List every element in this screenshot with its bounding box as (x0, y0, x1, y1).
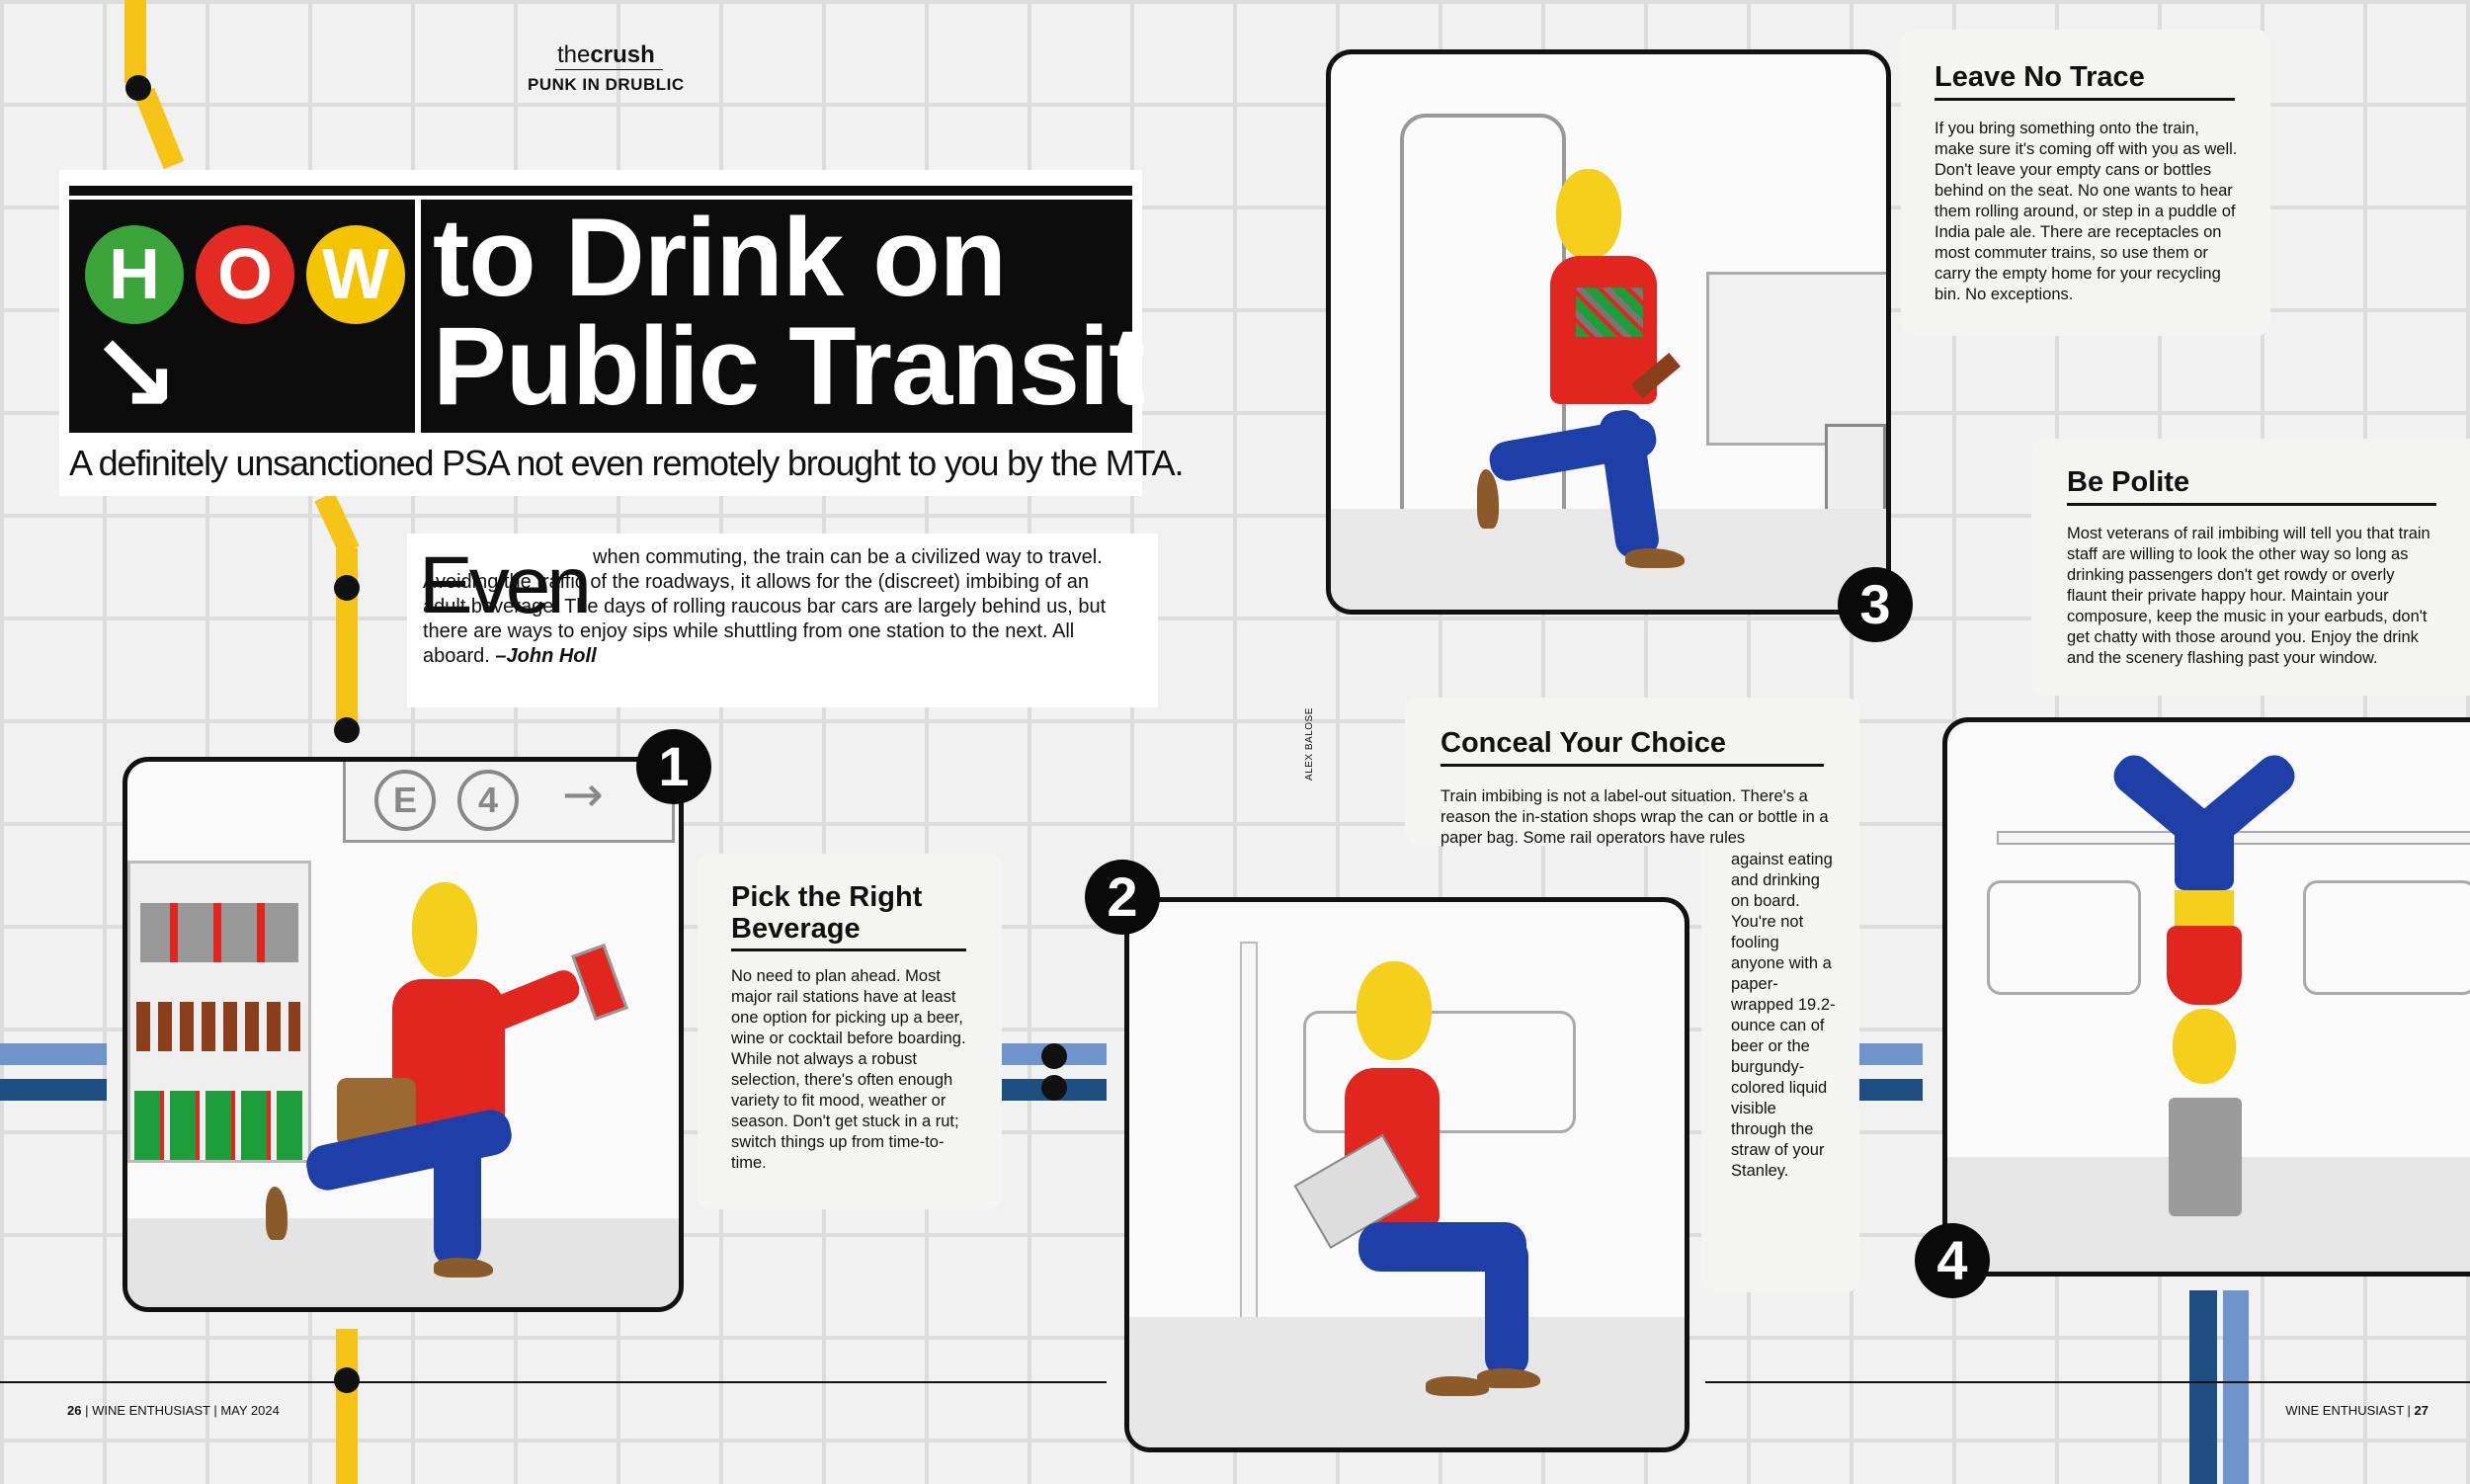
character-arm (452, 966, 583, 1045)
footer-rule-right (1705, 1381, 2470, 1383)
blue-line-right (1857, 1043, 1923, 1065)
step-number-3: 3 (1838, 567, 1913, 642)
character-head (1556, 169, 1621, 260)
tip-title-1: Pick the Right Beverage (731, 881, 966, 951)
blue-line-right-dark (1857, 1079, 1923, 1101)
train-line-badge-e: E (374, 770, 436, 831)
shelf-wine-bottles (134, 1091, 302, 1160)
subway-stop (334, 717, 360, 743)
character-head (2173, 1009, 2236, 1084)
train-window-left (1987, 880, 2141, 995)
character-shin (1485, 1238, 1528, 1376)
subway-line-mid (314, 492, 359, 555)
character-head (412, 882, 477, 977)
intro-body: when commuting, the train can be a civilized way to travel. Avoiding the traffic of the roadways, it allows for the (discreet) imbibing of an adult beverage. The days of rolling raucous bar cars are largely behind us, but there are ways to enjoy sips while shuttling from one station to the next. All aboard. (423, 546, 1107, 667)
illustration-panel-2 (1124, 897, 1689, 1452)
intro-text (423, 545, 1134, 669)
drinks-cooler (127, 861, 311, 1163)
tip-title-4: Be Polite (2067, 466, 2436, 506)
floor (127, 1218, 681, 1312)
character-head (1357, 961, 1432, 1060)
blue-line-vertical-dark (2189, 1290, 2217, 1484)
circle-o: O (196, 225, 294, 324)
brand-prefix: the (557, 41, 591, 68)
beer-can (571, 944, 628, 1021)
tip-body-4: Most veterans of rail imbibing will tell you that train staff are willing to look the other way so long as drinking passengers don't get rowdy or overly flaunt their private happy hour. Maintain your composure, keep the music in your earbuds, don't get chatty with those around you. Enjoy the drink and the scenery flashing past your window. (2067, 525, 2430, 667)
tip-body-3: If you bring something onto the train, make sure it's coming off with you as well. Don't leave your empty cans or bottles behind on the seat. No one wants to hear them rolling around, or step in a puddle of India pale ale. There are receptacles on most commuter trains, so use them or carry the empty home for your recycling bin. No exceptions. (1935, 120, 2238, 303)
bottles-armful (1576, 288, 1643, 337)
train-window-right (2303, 880, 2470, 995)
step-number-2: 2 (1085, 860, 1160, 935)
train-line-badge-4: 4 (457, 770, 519, 831)
illustration-panel-3 (1326, 49, 1891, 615)
folio-right (2285, 1403, 2429, 1418)
platform (1331, 509, 1886, 615)
character-waist (2175, 890, 2234, 930)
subway-stop (334, 575, 360, 601)
step-number-1: 1 (636, 729, 711, 804)
intro-byline: –John Holl (495, 645, 597, 667)
section-label: PUNK IN DRUBLIC (528, 75, 685, 94)
circle-w: W (306, 225, 405, 324)
blue-line-left-dark (0, 1079, 107, 1101)
subway-stop (1041, 1043, 1067, 1069)
step-number-4: 4 (1915, 1223, 1990, 1298)
folio-left-text: WINE ENTHUSIAST | MAY 2024 (92, 1403, 280, 1418)
illustration-panel-1 (123, 757, 684, 1312)
character-shoe (266, 1187, 288, 1240)
keg (2169, 1098, 2242, 1216)
dek: A definitely unsanctioned PSA not even remotely brought to you by the MTA. (69, 443, 1184, 483)
blue-line-left (0, 1043, 107, 1065)
folio-right-text: WINE ENTHUSIAST | (2285, 1403, 2411, 1418)
brand-logo (555, 41, 663, 70)
circle-h: H (85, 225, 184, 324)
character-leg (434, 1137, 481, 1266)
tip-title-2: Conceal Your Choice (1441, 727, 1824, 767)
illustration-panel-4 (1942, 717, 2470, 1277)
subway-line-bottom (336, 1329, 358, 1484)
tip-body-2: Train imbibing is not a label-out situation. There's a reason the in-station shops wrap the can or bottle in a paper bag. Some rail operators have rules (1441, 787, 1829, 847)
illustration-credit: ALEX BALOSE (1304, 707, 1315, 781)
footer-rule-left (0, 1381, 1107, 1383)
intro-dropword: Even (419, 540, 588, 630)
headline-line-1: to Drink on (433, 196, 1007, 319)
folio-left: 26 | WINE ENTHUSIAST | MAY 2024 (67, 1403, 280, 1418)
headline-divider (415, 200, 421, 433)
shelf-wine-boxes (140, 903, 298, 962)
brand-name: crush (590, 41, 655, 68)
character-hips (2175, 811, 2234, 890)
headline-line-2: Public Transit (433, 304, 1145, 428)
shelf-beer-bottles (136, 1002, 300, 1051)
page-number-right: 27 (2414, 1403, 2429, 1418)
direction-arrow-icon: → (562, 766, 604, 823)
page-number-left: 26 (67, 1403, 82, 1418)
subway-stop (334, 1367, 360, 1393)
train-floor (1129, 1317, 1685, 1452)
subway-line-top (124, 0, 146, 83)
headline-sign (69, 186, 1145, 437)
character-shirt (2167, 926, 2242, 1005)
train-car-wall (1706, 272, 1890, 446)
tip-title-3: Leave No Trace (1935, 61, 2235, 101)
tip-body-2-continued: against eating and drinking on board. You're not fooling anyone with a paper-wrapped 19.2-ounce can of beer or the burgundy-colored liquid visible through the straw of your Stanley. (1731, 851, 1836, 1180)
blue-line-vertical-light (2223, 1290, 2249, 1484)
subway-stop (1041, 1075, 1067, 1101)
subway-pole (1240, 942, 1258, 1360)
tip-body-1: No need to plan ahead. Most major rail stations have at least one option for picking up a beer, wine or cocktail before boarding. While not always a robust selection, there's often enough variety to fit mood, weather or season. Don't get stuck in a rut; switch things up from time-to-time. (731, 967, 966, 1172)
subway-stop (125, 75, 151, 101)
down-right-arrow-icon: ↘ (89, 310, 181, 437)
